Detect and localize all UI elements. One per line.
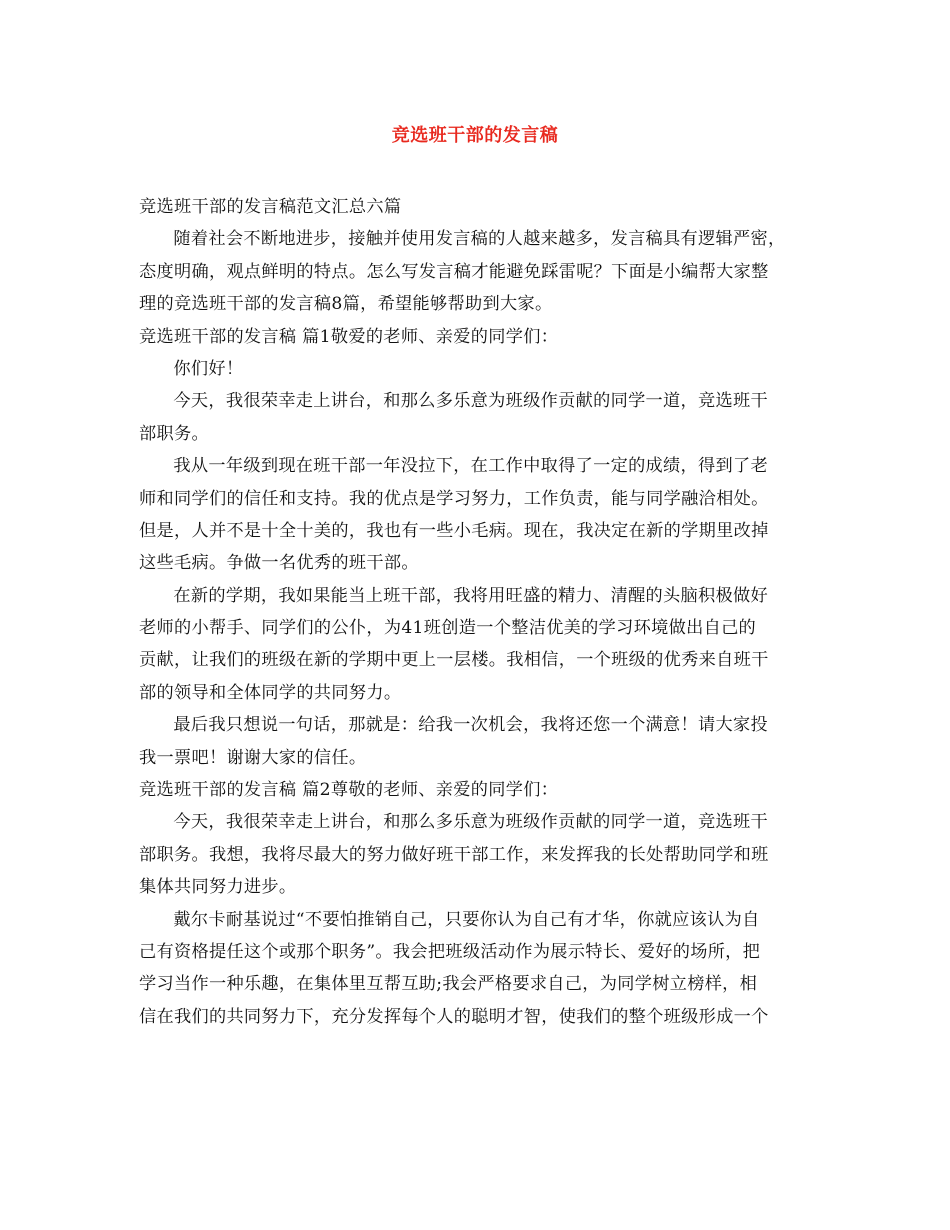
text-line: 我一票吧！谢谢大家的信任。 [139, 747, 367, 768]
text-line: 在新的学期，我如果能当上班干部，我将用旺盛的精力、清醒的头脑积极做好 [173, 585, 768, 606]
text-line: 戴尔卡耐基说过“不要怕推销自己，只要你认为自己有才华，你就应该认为自 [173, 909, 760, 930]
text-line: 部职务。 [139, 423, 209, 444]
text-line: 学习当作一种乐趣，在集体里互帮互助;我会严格要求自己，为同学树立榜样，相 [139, 974, 758, 995]
text-line: 竞选班干部的发言稿 篇1敬爱的老师、亲爱的同学们： [139, 326, 559, 347]
text-line: 今天，我很荣幸走上讲台，和那么多乐意为班级作贡献的同学一道，竞选班干 [173, 812, 768, 833]
text-line: 竞选班干部的发言稿 篇2尊敬的老师、亲爱的同学们： [139, 780, 559, 801]
text-line: 这些毛病。争做一名优秀的班干部。 [139, 553, 419, 574]
text-line: 但是，人并不是十全十美的，我也有一些小毛病。现在，我决定在新的学期里改掉 [139, 520, 769, 541]
text-line: 今天，我很荣幸走上讲台，和那么多乐意为班级作贡献的同学一道，竞选班干 [173, 391, 768, 412]
text-line: 你们好！ [173, 358, 244, 379]
text-line: 我从一年级到现在班干部一年没拉下，在工作中取得了一定的成绩，得到了老 [173, 456, 768, 477]
text-line: 部职务。我想，我将尽最大的努力做好班干部工作，来发挥我的长处帮助同学和班 [139, 844, 769, 865]
text-line: 态度明确，观点鲜明的特点。怎么写发言稿才能避免踩雷呢？下面是小编帮大家整 [139, 261, 769, 282]
text-line: 理的竞选班干部的发言稿8篇，希望能够帮助到大家。 [139, 294, 553, 315]
document-title: 竞选班干部的发言稿 [391, 125, 559, 146]
text-line: 随着社会不断地进步，接触并使用发言稿的人越来越多，发言稿具有逻辑严密， [173, 229, 786, 250]
text-line: 己有资格提任这个或那个职务”。我会把班级活动作为展示特长、爱好的场所，把 [139, 941, 761, 962]
document-body [139, 191, 815, 1033]
text-line: 最后我只想说一句话，那就是：给我一次机会，我将还您一个满意！请大家投 [173, 715, 768, 736]
text-line: 老师的小帮手、同学们的公仆，为41班创造一个整洁优美的学习环境做出自己的 [139, 618, 757, 639]
text-line: 信在我们的共同努力下，充分发挥每个人的聪明才智，使我们的整个班级形成一个 [139, 1006, 769, 1027]
text-line: 集体共同努力进步。 [139, 877, 297, 898]
text-line: 贡献，让我们的班级在新的学期中更上一层楼。我相信，一个班级的优秀来自班干 [139, 650, 769, 671]
text-line: 部的领导和全体同学的共同努力。 [139, 682, 402, 703]
text-line: 师和同学们的信任和支持。我的优点是学习努力，工作负责，能与同学融洽相处。 [139, 488, 769, 509]
text-line: 竞选班干部的发言稿范文汇总六篇 [139, 197, 402, 217]
